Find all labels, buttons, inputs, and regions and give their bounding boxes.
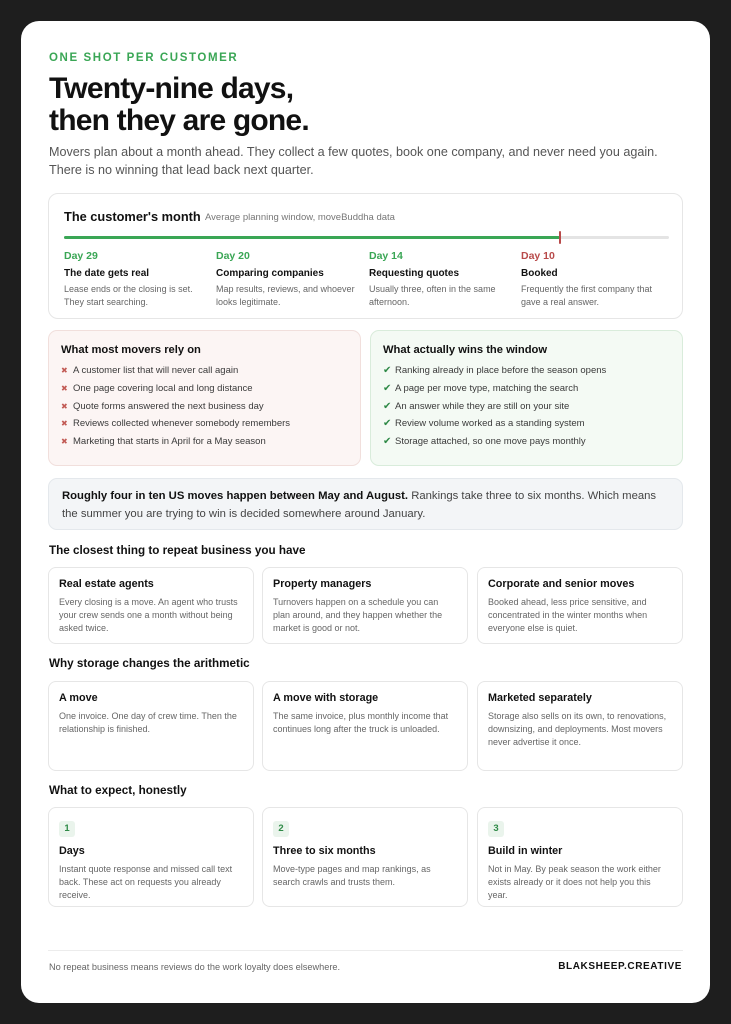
list-item [61,433,348,451]
timeline-booking-marker [559,231,561,244]
cross-icon: ✖ [61,437,68,447]
step-tile [477,807,683,907]
stage-day: Day 10 [521,250,555,262]
list-item-text: Review volume worked as a standing system [395,418,585,430]
timeline-stage [216,250,356,308]
list-item [61,380,348,398]
stage-day: Day 29 [64,250,98,262]
stage-description: Usually three, often in the same afternoon. [369,284,496,307]
cross-icon: ✖ [61,419,68,429]
panel-title: What most movers rely on [61,344,201,356]
tile-title: Days [59,845,85,857]
list-item-text: One page covering local and long distance [73,383,253,395]
timeline-subtitle: Average planning window, moveBuddha data [205,212,395,223]
tile-title: Build in winter [488,845,563,857]
list-item [383,433,670,451]
stage-title: Comparing companies [216,268,324,279]
list-item [383,380,670,398]
check-icon: ✔ [383,383,392,395]
timeline-panel [48,193,683,319]
tile-title: Marketed separately [488,692,592,704]
step-tile [48,807,254,907]
step-number-badge: 2 [273,821,289,837]
seasonality-callout [48,478,683,530]
stage-description: Frequently the first company that gave a real answer. [521,284,653,307]
list-item [383,397,670,415]
list-item [383,362,670,380]
panel-title: What actually wins the window [383,344,548,356]
tile-description: Instant quote response and missed call text back. These act on requests you already receive. [59,864,233,900]
cross-icon: ✖ [61,366,68,376]
what-wins-window-panel [370,330,683,466]
info-tile [48,567,254,644]
what-movers-rely-on-panel [48,330,361,466]
info-tile [262,567,468,644]
step-number-badge: 1 [59,821,75,837]
list-item-text: Storage attached, so one move pays monthly [395,436,586,448]
stage-description: Lease ends or the closing is set. They start searching. [64,284,193,307]
timeline-stage [521,250,661,308]
page-title-line-1: Twenty-nine days, [49,72,294,105]
list-item-text: A customer list that will never call again [73,365,239,377]
check-icon: ✔ [383,400,392,412]
eyebrow-label: ONE SHOT PER CUSTOMER [49,52,239,64]
tile-title: Real estate agents [59,578,154,590]
tile-title: Corporate and senior moves [488,578,635,590]
callout-text: Rankings take three to six months. Which means the summer you are trying to win is decided somewhere around January. [62,490,657,520]
section-heading: Why storage changes the arithmetic [49,657,250,670]
footer-divider [48,950,683,951]
list-item [61,415,348,433]
intro-paragraph: Movers plan about a month ahead. They collect a few quotes, book one company, and never need you again. There is no winning that lead back next quarter. [49,145,658,177]
section-heading: What to expect, honestly [49,784,187,797]
tile-description: Storage also sells on its own, to renovations, downsizing, and deployments. Most movers never advertise it once. [488,711,667,747]
timeline-progress-fill [64,236,560,239]
tile-description: The same invoice, plus monthly income that continues long after the truck is unloaded. [273,711,449,734]
timeline-progress-track [64,236,669,239]
list-item [383,415,670,433]
step-tile [262,807,468,907]
info-tile [262,681,468,771]
page-title [49,73,309,137]
timeline-title: The customer's month [64,209,201,224]
list-item [61,362,348,380]
tile-title: Three to six months [273,845,376,857]
tile-description: Not in May. By peak season the work either exists already or it does not help you this year. [488,864,661,900]
list-item-text: Quote forms answered the next business day [73,400,264,412]
tile-description: Move-type pages and map rankings, as search crawls and trusts them. [273,864,431,887]
list-item-text: A page per move type, matching the search [395,383,579,395]
check-icon: ✔ [383,365,392,377]
cross-icon: ✖ [61,401,68,411]
stage-description: Map results, reviews, and whoever looks legitimate. [216,284,355,307]
check-icon: ✔ [383,436,392,448]
timeline-stage [369,250,509,308]
page-title-line-2: then they are gone. [49,104,309,137]
stage-day: Day 14 [369,250,403,262]
brand-wordmark: BLAKSHEEP.CREATIVE [558,961,682,972]
tile-title: A move with storage [273,692,379,704]
info-tile [477,681,683,771]
info-tile [477,567,683,644]
list-item-text: Ranking already in place before the season opens [395,365,607,377]
tile-description: Every closing is a move. An agent who trusts your crew sends one a month without being asked twice. [59,597,238,633]
list-item-text: An answer while they are still on your site [395,400,570,412]
tile-description: Booked ahead, less price sensitive, and concentrated in the winter months when everyone else is quiet. [488,597,648,633]
tile-description: Turnovers happen on a schedule you can plan around, and they happen whether the market is good or not. [273,597,443,633]
step-number-badge: 3 [488,821,504,837]
footer-note: No repeat business means reviews do the work loyalty does elsewhere. [49,962,341,972]
document-card [21,21,710,1003]
section-heading: The closest thing to repeat business you have [49,544,306,557]
tile-title: Property managers [273,578,372,590]
cross-icon: ✖ [61,384,68,394]
info-tile [48,681,254,771]
stage-title: The date gets real [64,268,150,279]
stage-title: Booked [521,268,558,279]
check-icon: ✔ [383,418,392,430]
timeline-stage [64,250,204,308]
list-item-text: Reviews collected whenever somebody remembers [73,418,291,430]
stage-title: Requesting quotes [369,268,460,279]
callout-emphasis: Roughly four in ten US moves happen between May and August. [62,490,409,502]
tile-title: A move [59,692,98,704]
tile-description: One invoice. One day of crew time. Then the relationship is finished. [59,711,237,734]
list-item-text: Marketing that starts in April for a May season [73,436,266,448]
stage-day: Day 20 [216,250,250,262]
list-item [61,397,348,415]
